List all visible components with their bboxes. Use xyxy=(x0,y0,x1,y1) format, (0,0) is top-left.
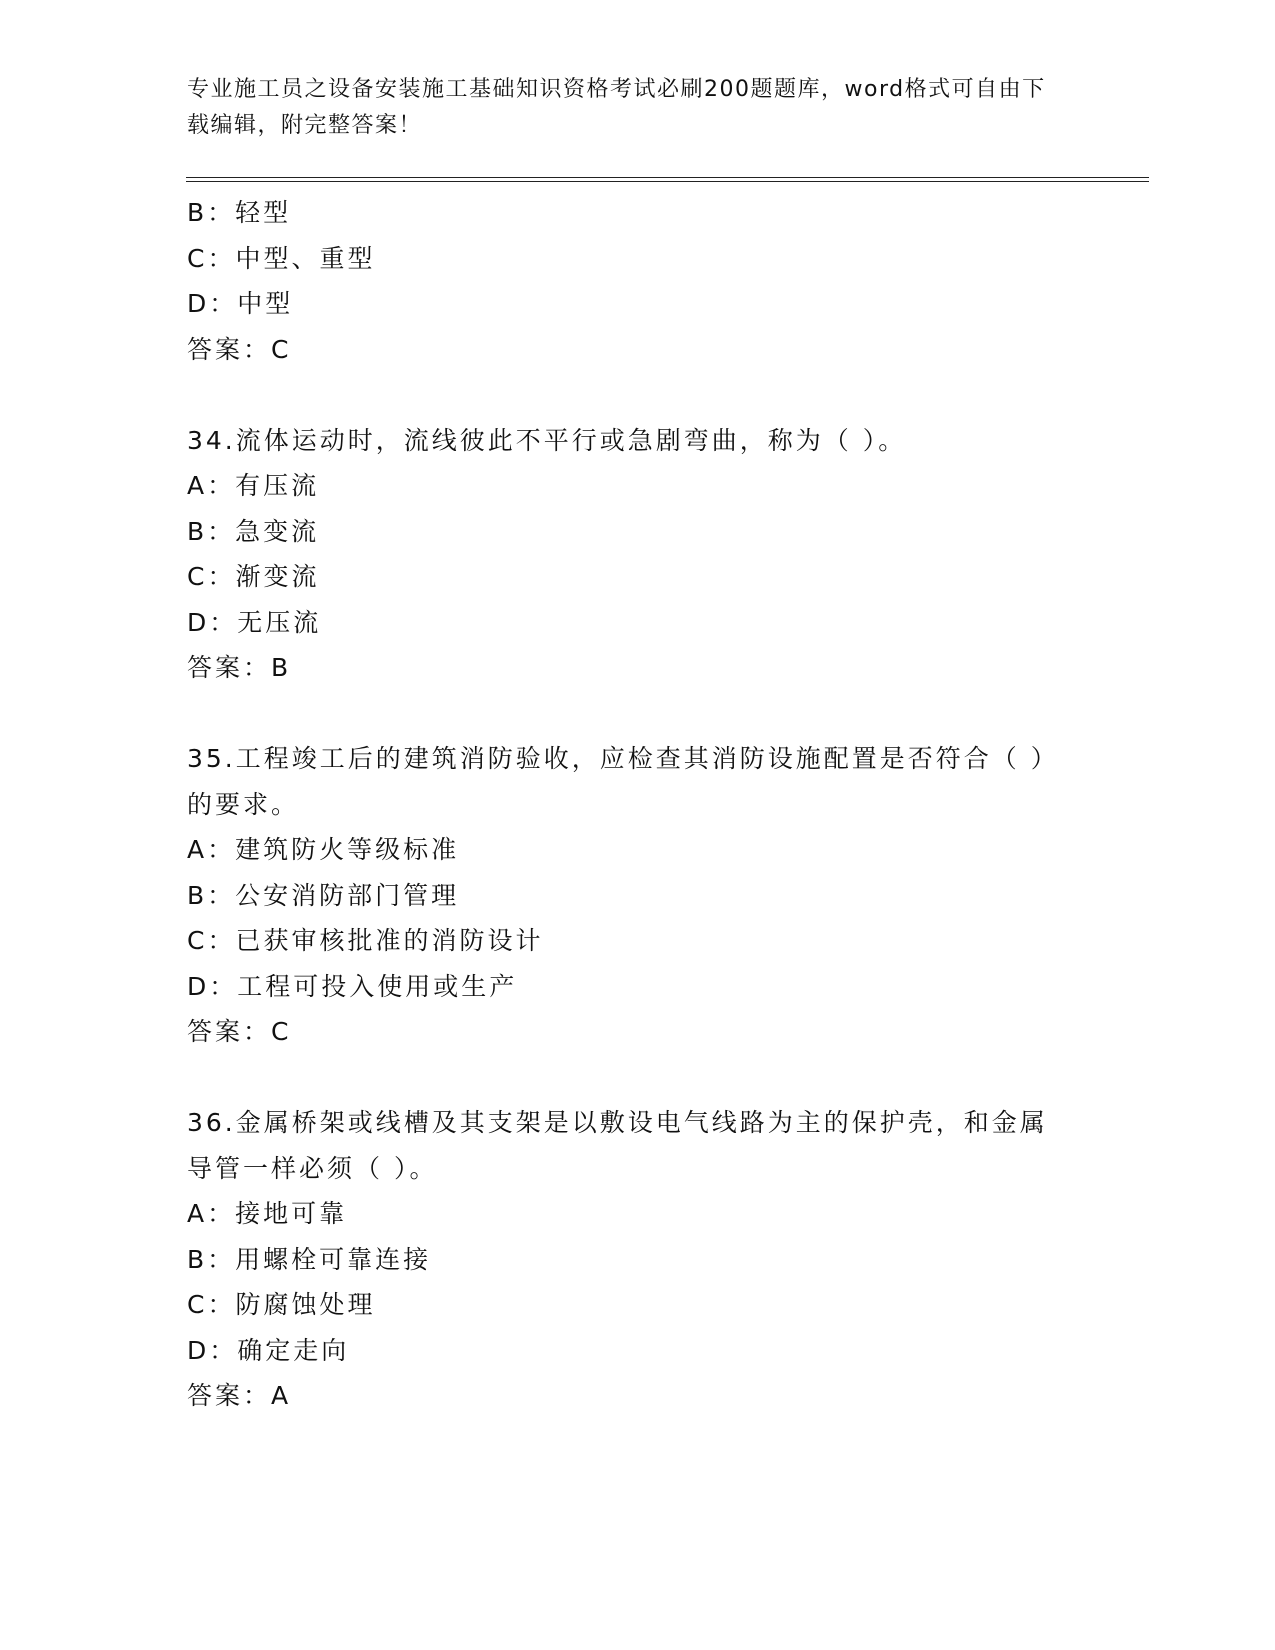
answer-line: 答案：C xyxy=(187,1017,292,1046)
spacer xyxy=(187,372,1107,418)
option-d: D：中型 xyxy=(187,289,294,318)
question-34 xyxy=(187,418,1107,691)
spacer xyxy=(187,1055,1107,1101)
document-header xyxy=(187,72,1067,144)
option-c: C：已获审核批准的消防设计 xyxy=(187,926,544,955)
option-b: B：用螺栓可靠连接 xyxy=(187,1244,432,1274)
option-d: D：工程可投入使用或生产 xyxy=(187,971,518,1001)
question-36 xyxy=(187,1100,1107,1419)
question-stem: 36.金属桥架或线槽及其支架是以敷设电气线路为主的保护壳，和金属导管一样必须（ ）。 xyxy=(187,1108,1048,1183)
spacer xyxy=(187,691,1107,737)
question-content xyxy=(187,190,1107,1419)
header-rule-top xyxy=(186,177,1149,178)
option-a: A：有压流 xyxy=(187,471,320,500)
prev-question-tail xyxy=(187,190,1107,372)
header-title: 专业施工员之设备安装施工基础知识资格考试必刷200题题库，word格式可自由下载编辑，附完整答案！ xyxy=(187,77,1046,138)
question-35 xyxy=(187,736,1107,1055)
option-a: A：建筑防火等级标准 xyxy=(187,835,460,864)
option-a: A：接地可靠 xyxy=(187,1199,348,1228)
question-stem: 34.流体运动时，流线彼此不平行或急剧弯曲，称为（ ）。 xyxy=(187,425,907,455)
option-c: C：防腐蚀处理 xyxy=(187,1290,376,1319)
option-b: B：急变流 xyxy=(187,516,320,546)
option-b: B：轻型 xyxy=(187,198,292,227)
answer-line: 答案：A xyxy=(187,1381,292,1410)
question-stem: 35.工程竣工后的建筑消防验收，应检查其消防设施配置是否符合（ ）的要求。 xyxy=(187,744,1059,819)
option-d: D：确定走向 xyxy=(187,1335,350,1365)
option-c: C：渐变流 xyxy=(187,562,320,591)
option-c: C：中型、重型 xyxy=(187,243,376,273)
option-b: B：公安消防部门管理 xyxy=(187,880,460,910)
answer-line: 答案：C xyxy=(187,334,292,364)
answer-line: 答案：B xyxy=(187,653,292,682)
header-rule-bottom xyxy=(186,181,1149,182)
option-d: D：无压流 xyxy=(187,607,322,637)
